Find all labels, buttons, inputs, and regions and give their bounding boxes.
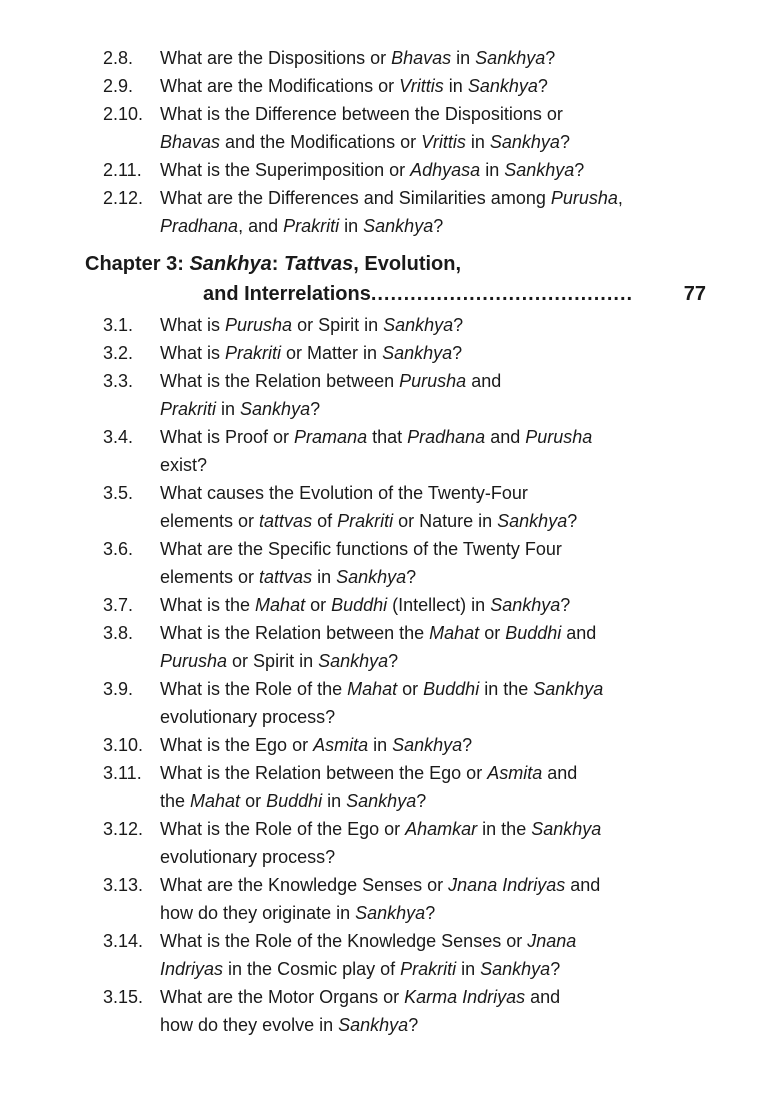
entry-text: in — [312, 567, 337, 587]
entry-text: ? — [560, 595, 571, 615]
toc-entry[interactable] — [0, 339, 700, 367]
entry-italic-term: Bhavas — [160, 132, 221, 152]
entry-number: 3.9. — [103, 679, 134, 699]
entry-number: 2.10. — [103, 104, 144, 124]
entry-line — [160, 871, 700, 899]
entry-text: and — [466, 371, 502, 391]
entry-italic-term: Sankhya — [240, 399, 311, 419]
toc-entry[interactable] — [0, 311, 700, 339]
entry-italic-term: Karma Indriyas — [404, 987, 526, 1007]
entry-text: and — [565, 875, 601, 895]
entry-line — [160, 212, 700, 240]
entry-line — [160, 479, 700, 507]
toc-entry[interactable] — [0, 675, 700, 731]
entry-text: or — [305, 595, 332, 615]
toc-entry[interactable] — [0, 156, 700, 184]
entry-text: ? — [567, 511, 578, 531]
entry-italic-term: Sankhya — [489, 132, 560, 152]
entry-italic-term: Purusha — [525, 427, 593, 447]
entry-text: or Matter in — [281, 343, 383, 363]
entry-text: how do they evolve in — [160, 1015, 339, 1035]
entry-number: 3.3. — [103, 371, 134, 391]
entry-italic-term: Pradhana — [160, 216, 239, 236]
entry-number: 3.10. — [103, 735, 144, 755]
entry-italic-term: Prakriti — [283, 216, 340, 236]
entry-line — [160, 339, 700, 367]
entry-number: 3.13. — [103, 875, 144, 895]
entry-italic-term: Sankhya — [382, 343, 453, 363]
entry-line — [160, 955, 700, 983]
entry-line — [160, 815, 700, 843]
entry-italic-term: Jnana Indriyas — [448, 875, 566, 895]
entry-text: What is the Ego or — [160, 735, 314, 755]
entry-italic-term: Prakriti — [225, 343, 282, 363]
entry-line — [160, 675, 700, 703]
entry-italic-term: Sankhya — [355, 903, 426, 923]
entry-italic-term: Purusha — [225, 315, 293, 335]
toc-entry[interactable] — [0, 619, 700, 675]
entry-text: What is — [160, 343, 226, 363]
toc-entry[interactable] — [0, 815, 700, 871]
entry-italic-term: Sankhya — [533, 679, 604, 699]
entry-text: and — [542, 763, 578, 783]
entry-text: What is — [160, 315, 226, 335]
entry-text: , and — [238, 216, 284, 236]
entry-text: What is the Role of the — [160, 679, 348, 699]
entry-italic-term: Indriyas — [160, 959, 224, 979]
entry-italic-term: Prakriti — [400, 959, 457, 979]
entry-line — [160, 44, 700, 72]
entry-number: 3.14. — [103, 931, 144, 951]
chapter-2-entries — [0, 44, 780, 240]
entry-italic-term: Sankhya — [480, 959, 551, 979]
entry-italic-term: Prakriti — [160, 399, 217, 419]
entry-line — [160, 899, 700, 927]
entry-text: What are the Dispositions or — [160, 48, 392, 68]
entry-text: and the Modifications or — [220, 132, 422, 152]
entry-text: What is the Role of the Ego or — [160, 819, 406, 839]
chapter-3-heading[interactable] — [0, 249, 780, 309]
toc-entry[interactable] — [0, 423, 700, 479]
entry-text: (Intellect) in — [387, 595, 491, 615]
chapter-title-tattvas: Tattvas — [283, 253, 354, 275]
entry-text: or — [479, 623, 506, 643]
entry-text: What is the Role of the Knowledge Senses or — [160, 931, 528, 951]
entry-italic-term: Adhyasa — [410, 160, 481, 180]
entry-italic-term: Vrittis — [421, 132, 466, 152]
chapter-title-line2-text: and Interrelations — [203, 283, 371, 305]
entry-number: 2.12. — [103, 188, 144, 208]
entry-italic-term: Sankhya — [392, 735, 463, 755]
chapter-page-number: 77 — [682, 279, 706, 309]
entry-line — [160, 311, 700, 339]
entry-text: in — [451, 48, 476, 68]
toc-entry[interactable] — [0, 367, 700, 423]
entry-text: and — [485, 427, 526, 447]
toc-entry[interactable] — [0, 72, 700, 100]
entry-italic-term: Mahat — [429, 623, 480, 643]
entry-text: What is the Difference between the Dispositions or — [160, 104, 563, 124]
entry-italic-term: Buddhi — [266, 791, 323, 811]
entry-italic-term: tattvas — [259, 511, 313, 531]
entry-text: or — [240, 791, 267, 811]
entry-italic-term: Asmita — [313, 735, 369, 755]
entry-text: that — [367, 427, 408, 447]
entry-line — [160, 535, 700, 563]
entry-number: 3.1. — [103, 315, 134, 335]
entry-text: ? — [310, 399, 321, 419]
entry-italic-term: Pradhana — [407, 427, 486, 447]
entry-text: in the Cosmic play of — [223, 959, 401, 979]
entry-text: and — [561, 623, 597, 643]
entry-text: ? — [550, 959, 561, 979]
entry-text: ? — [452, 343, 463, 363]
entry-line — [160, 591, 700, 619]
entry-number: 3.4. — [103, 427, 134, 447]
entry-line — [160, 367, 700, 395]
entry-line — [160, 703, 700, 731]
entry-text: in — [456, 959, 481, 979]
entry-italic-term: Sankhya — [504, 160, 575, 180]
entry-text: What is the Superimposition or — [160, 160, 411, 180]
entry-line — [160, 423, 700, 451]
entry-number: 3.12. — [103, 819, 144, 839]
chapter-title-line-1 — [0, 249, 780, 279]
entry-text: What are the Specific functions of the Twenty Four — [160, 539, 562, 559]
entry-line — [160, 72, 700, 100]
entry-text: or Spirit in — [227, 651, 319, 671]
entry-text: in — [465, 132, 490, 152]
entry-number: 2.11. — [103, 160, 142, 180]
entry-text: of — [312, 511, 338, 531]
entry-line — [160, 983, 700, 1011]
entry-text: in the — [477, 819, 532, 839]
entry-italic-term: Sankhya — [338, 1015, 409, 1035]
entry-line — [160, 1011, 700, 1039]
entry-line — [160, 787, 700, 815]
toc-entry[interactable] — [0, 184, 700, 240]
entry-text: ? — [559, 132, 570, 152]
entry-text: ? — [416, 791, 427, 811]
chapter-title-sankhya: Sankhya — [189, 253, 272, 275]
entry-text: how do they originate in — [160, 903, 356, 923]
entry-text: What is Proof or — [160, 427, 295, 447]
entry-italic-term: Sankhya — [383, 315, 454, 335]
entry-text: What are the Differences and Similarities among — [160, 188, 551, 208]
entry-italic-term: Prakriti — [337, 511, 394, 531]
entry-text: ? — [406, 567, 417, 587]
table-of-contents — [0, 44, 780, 1039]
entry-text: in — [216, 399, 241, 419]
toc-entry[interactable] — [0, 871, 700, 927]
entry-italic-term: Jnana — [527, 931, 577, 951]
entry-text: ? — [462, 735, 473, 755]
entry-line — [160, 563, 700, 591]
entry-number: 3.15. — [103, 987, 144, 1007]
entry-text: What are the Modifications or — [160, 76, 400, 96]
toc-entry[interactable] — [0, 100, 700, 156]
entry-line — [160, 731, 700, 759]
entry-number: 3.11. — [103, 763, 142, 783]
entry-italic-term: Sankhya — [490, 595, 561, 615]
entry-italic-term: Sankhya — [318, 651, 389, 671]
entry-text: ? — [388, 651, 399, 671]
entry-text: evolutionary process? — [160, 847, 336, 867]
entry-line — [160, 619, 700, 647]
entry-line — [160, 843, 700, 871]
entry-text: in the — [479, 679, 534, 699]
entry-number: 2.8. — [103, 48, 134, 68]
entry-text: elements or — [160, 567, 260, 587]
entry-line — [160, 128, 700, 156]
entry-text: What is the Relation between — [160, 371, 400, 391]
entry-number: 3.6. — [103, 539, 134, 559]
entry-text: What are the Knowledge Senses or — [160, 875, 449, 895]
entry-number: 3.5. — [103, 483, 134, 503]
entry-italic-term: Buddhi — [331, 595, 388, 615]
entry-text: or Spirit in — [292, 315, 384, 335]
entry-text: in — [368, 735, 393, 755]
entry-italic-term: Purusha — [550, 188, 618, 208]
entry-line — [160, 927, 700, 955]
entry-text: in — [322, 791, 347, 811]
entry-text: ? — [425, 903, 436, 923]
entry-italic-term: tattvas — [259, 567, 313, 587]
entry-text: ? — [408, 1015, 419, 1035]
entry-italic-term: Sankhya — [497, 511, 568, 531]
entry-italic-term: Vrittis — [399, 76, 444, 96]
toc-entry[interactable] — [0, 759, 700, 815]
entry-italic-term: Ahamkar — [405, 819, 478, 839]
entry-line — [160, 184, 700, 212]
entry-number: 2.9. — [103, 76, 134, 96]
entry-text: What is the Relation between the Ego or — [160, 763, 488, 783]
entry-text: What is the — [160, 595, 256, 615]
toc-entry[interactable] — [0, 535, 700, 591]
entry-text: in — [443, 76, 468, 96]
entry-italic-term: Sankhya — [475, 48, 546, 68]
toc-entry[interactable] — [0, 479, 700, 535]
entry-text: exist? — [160, 455, 208, 475]
toc-entry[interactable] — [0, 591, 700, 619]
chapter-title-line-2 — [0, 279, 706, 309]
entry-italic-term: Bhavas — [391, 48, 452, 68]
entry-italic-term: Pramana — [294, 427, 368, 447]
entry-text: , — [617, 188, 623, 208]
entry-line — [160, 507, 700, 535]
entry-text: ? — [453, 315, 464, 335]
entry-text: What causes the Evolution of the Twenty-Four — [160, 483, 528, 503]
leader-dots: ........................................ — [370, 283, 634, 305]
entry-italic-term: Sankhya — [531, 819, 602, 839]
entry-italic-term: Mahat — [255, 595, 306, 615]
entry-text: elements or — [160, 511, 260, 531]
entry-italic-term: Sankhya — [346, 791, 417, 811]
entry-text: What is the Relation between the — [160, 623, 430, 643]
entry-line — [160, 395, 700, 423]
entry-text: or Nature in — [393, 511, 498, 531]
toc-entry[interactable] — [0, 983, 700, 1039]
entry-number: 3.2. — [103, 343, 134, 363]
entry-number: 3.7. — [103, 595, 134, 615]
toc-entry[interactable] — [0, 731, 700, 759]
chapter-3-entries — [0, 311, 780, 1039]
entry-text: or — [397, 679, 424, 699]
entry-text: ? — [574, 160, 585, 180]
entry-text: in — [480, 160, 505, 180]
entry-italic-term: Asmita — [487, 763, 543, 783]
entry-italic-term: Purusha — [399, 371, 467, 391]
entry-text: ? — [433, 216, 444, 236]
entry-number: 3.8. — [103, 623, 134, 643]
entry-italic-term: Mahat — [190, 791, 241, 811]
entry-italic-term: Buddhi — [423, 679, 480, 699]
entry-line — [160, 647, 700, 675]
entry-line — [160, 100, 700, 128]
entry-line — [160, 156, 700, 184]
toc-entry[interactable] — [0, 927, 700, 983]
entry-italic-term: Sankhya — [363, 216, 434, 236]
entry-text: evolutionary process? — [160, 707, 336, 727]
entry-text: What are the Motor Organs or — [160, 987, 405, 1007]
entry-italic-term: Mahat — [347, 679, 398, 699]
entry-line — [160, 451, 700, 479]
entry-italic-term: Sankhya — [467, 76, 538, 96]
entry-text: ? — [545, 48, 556, 68]
entry-text: the — [160, 791, 191, 811]
chapter-prefix: Chapter 3: — [85, 253, 190, 275]
entry-text: ? — [537, 76, 548, 96]
entry-italic-term: Sankhya — [336, 567, 407, 587]
entry-line — [160, 759, 700, 787]
chapter-sep: : — [271, 253, 284, 275]
chapter-title-rest: , Evolution, — [353, 253, 462, 275]
entry-italic-term: Buddhi — [505, 623, 562, 643]
entry-italic-term: Purusha — [160, 651, 228, 671]
toc-entry[interactable] — [0, 44, 700, 72]
entry-text: and — [525, 987, 561, 1007]
entry-text: in — [339, 216, 364, 236]
